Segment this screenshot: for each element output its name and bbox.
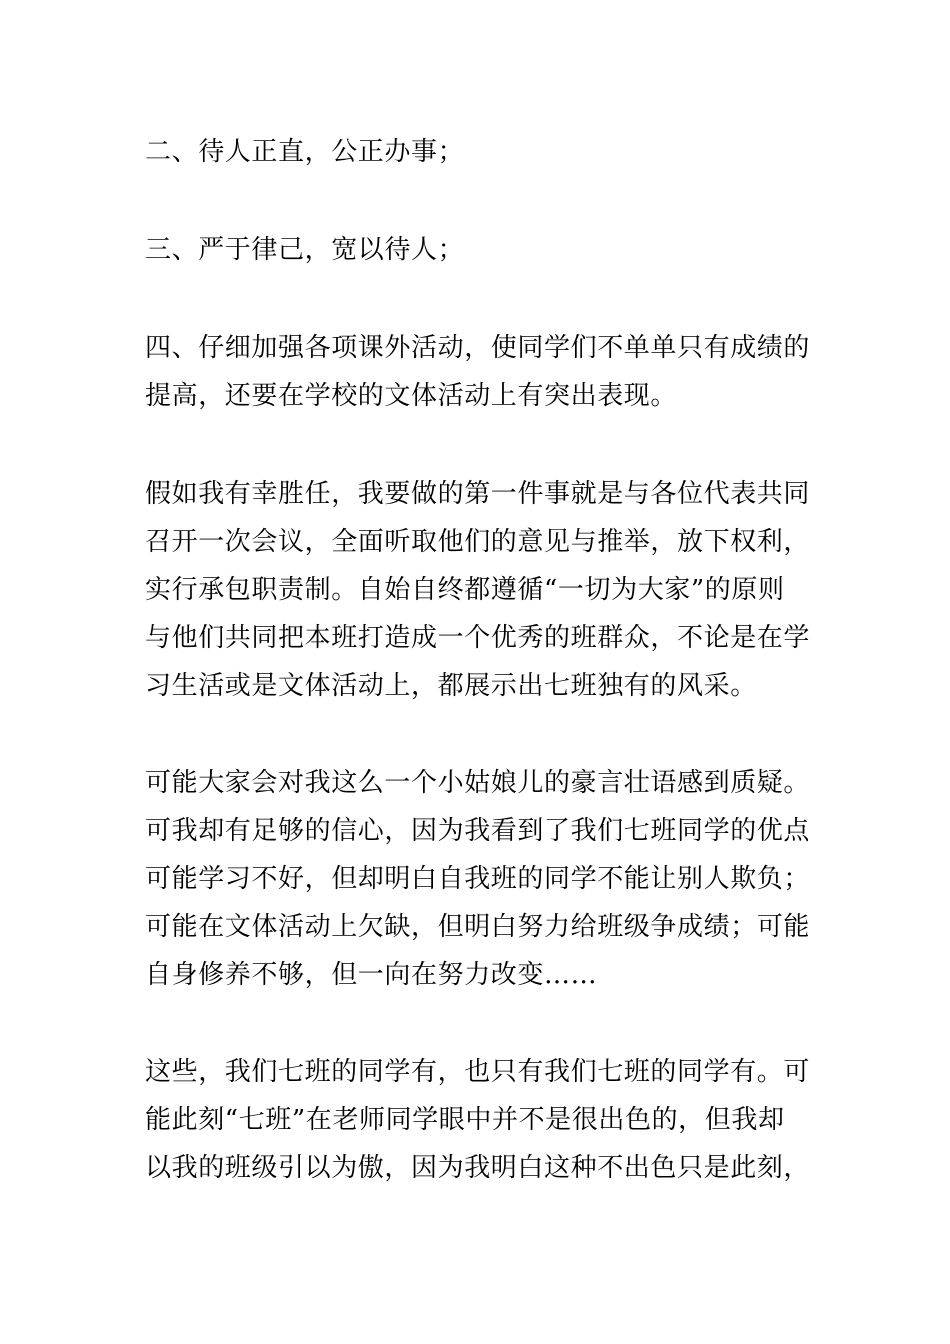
text-line: 实行承包职责制。自始自终都遵循“一切为大家”的原则	[145, 575, 785, 605]
paragraph-class-pride	[145, 1048, 810, 1192]
document-page	[145, 128, 810, 1192]
paragraph-item-4	[145, 324, 810, 420]
text-line: 与他们共同把本班打造成一个优秀的班群众，不论是在学	[145, 623, 811, 653]
paragraph-item-2	[145, 128, 810, 176]
text-line: 自身修养不够，但一向在努力改变……	[145, 960, 598, 990]
text-line: 可能在文体活动上欠缺，但明白努力给班级争成绩；可能	[145, 912, 811, 942]
text-line: 可能大家会对我这么一个小姑娘儿的豪言壮语感到质疑。	[145, 768, 811, 798]
paragraph-item-3	[145, 226, 810, 274]
text-line: 能此刻“七班”在老师同学眼中并不是很出色的，但我却	[145, 1105, 785, 1135]
text-line: 提高，还要在学校的文体活动上有突出表现。	[145, 381, 678, 411]
paragraph-confidence	[145, 759, 810, 999]
text-line: 二、待人正直，公正办事；	[145, 137, 465, 167]
text-line: 以我的班级引以为傲，因为我明白这种不出色只是此刻，	[145, 1153, 811, 1183]
text-line: 可能学习不好，但却明白自我班的同学不能让别人欺负；	[145, 864, 811, 894]
text-line: 召开一次会议，全面听取他们的意见与推举，放下权利，	[145, 527, 811, 557]
text-line: 假如我有幸胜任，我要做的第一件事就是与各位代表共同	[145, 479, 811, 509]
paragraph-first-task	[145, 470, 810, 710]
text-line: 三、严于律己，宽以待人；	[145, 235, 465, 265]
text-line: 习生活或是文体活动上，都展示出七班独有的风采。	[145, 671, 757, 701]
text-line: 四、仔细加强各项课外活动，使同学们不单单只有成绩的	[145, 333, 811, 363]
text-line: 可我却有足够的信心，因为我看到了我们七班同学的优点	[145, 816, 811, 846]
text-line: 这些，我们七班的同学有，也只有我们七班的同学有。可	[145, 1057, 811, 1087]
